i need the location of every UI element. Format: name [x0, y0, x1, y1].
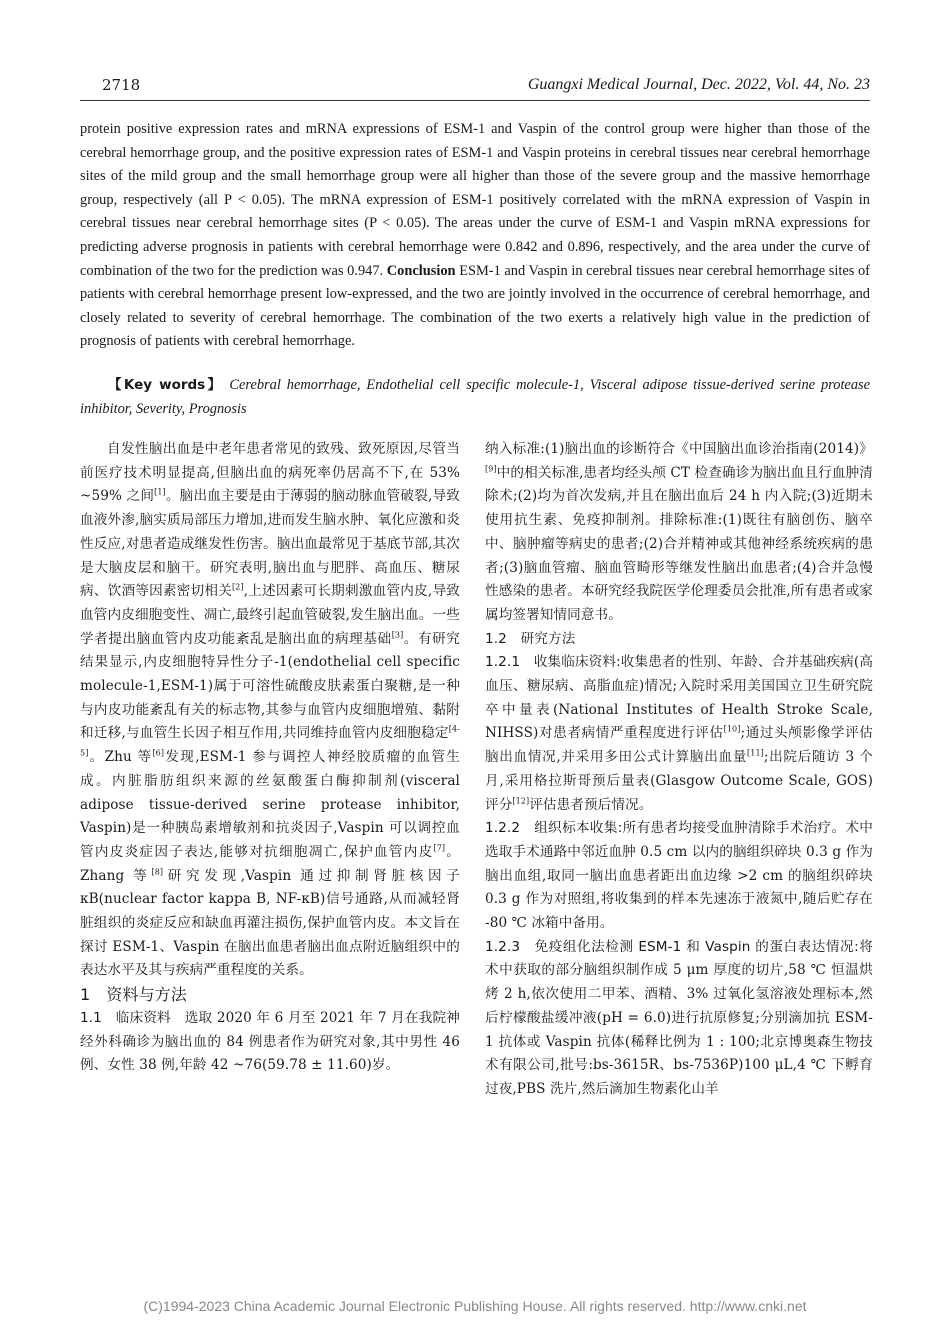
running-header: [80, 76, 870, 102]
ref-4: [4-5]: [80, 724, 460, 758]
subsection-1-2-3-text: 将术中获取的部分脑组织制作成 5 μm 厚度的切片,58 ℃ 恒温烘烤 2 h,依次使用二甲苯、酒精、3% 过氧化氢溶液处理标本,然后柠檬酸盐缓冲液(pH = 6.0)进行抗原修复;分别滴加抗 ESM-1 抗体或 Vaspin 抗体(稀释比例为 1 : 100;北京博奥森生物技术有限公司,批号:bs-3615R、bs-7536P)100 μL,4 ℃ 下孵育过夜,PBS 洗片,然后滴加生物素化山羊: [485, 938, 873, 1097]
ref-5: [6]: [152, 748, 165, 758]
keywords-text: Cerebral hemorrhage, Endothelial cell specific molecule-1, Visceral adipose tissue-derived serine protease inhibitor, Severity, Prognosis: [80, 377, 871, 417]
criteria-text-2: 中的相关标准,患者均经头颅 CT 检查确诊为脑出血且行血肿清除术;(2)均为首次发病,并且在脑出血后 24 h 内入院;(3)近期未使用抗生素、免疫抑制剂。排除标准:(1)既往有脑创伤、脑卒中、脑肿瘤等病史的患者;(2)合并精神或其他神经系统疾病的患者;(3)脑血管瘤、脑血管畸形等继发性脑出血患者;(4)合并急慢性感染的患者。本研究经我院医学伦理委员会批准,所有患者或家属均签署知情同意书。: [485, 464, 873, 623]
intro-text-3: ,上述因素可长期刺激血管内皮,导致血管内皮细胞变性、凋亡,最终引起血管破裂,发生脑出血。一些学者提出脑血管内皮功能紊乱是脑出血的病理基础: [80, 583, 460, 647]
subsection-1-1-text: 选取 2020 年 6 月至 2021 年 7 月在我院神经外科确诊为脑出血的 84 例患者作为研究对象,其中男性 46 例、女性 38 例,年龄 42 ~76(59.78 ± 11.60)岁。: [80, 1009, 460, 1074]
section-heading-1: 1 资料与方法: [80, 985, 187, 1005]
ref-11: [11]: [747, 748, 764, 758]
intro-text-5: 。Zhu 等: [88, 749, 153, 766]
copyright-footer: (C)1994-2023 China Academic Journal Electronic Publishing House. All rights reserved. http://www.cnki.net: [143, 1298, 807, 1314]
subsection-1-2-2-text: 所有患者均接受血肿清除手术治疗。术中选取手术通路中邻近血肿 0.5 cm 以内的脑组织碎块 0.3 g 作为脑出血组,取同一脑出血患者距出血边缘 >2 cm 的脑组织碎块 0.3 g 作为对照组,将收集到的样本先速冻于液氮中,随后贮存在 -80 ℃ 冰箱中备用。: [485, 820, 873, 932]
subsection-1-2-1-text-c: ;出院后随访 3 个月,采用格拉斯哥预后量表(Glasgow Outcome Scale, GOS)评分: [485, 749, 873, 813]
subsection-1-2-1: [485, 651, 873, 817]
journal-citation: Guangxi Medical Journal, Dec. 2022, Vol. 44, No. 23: [527, 76, 870, 93]
ref-2: [2]: [232, 582, 244, 592]
ref-10: [10]: [723, 724, 741, 734]
ref-3: [3]: [391, 630, 404, 640]
subsection-1-2-1-label: 1.2.1 收集临床资料:: [485, 654, 621, 671]
ref-1: [1]: [154, 487, 166, 497]
ref-12: [12]: [512, 796, 530, 806]
keywords-label: 【Key words】: [108, 377, 224, 393]
abstract-conclusion-text: ESM-1 and Vaspin in cerebral tissues near cerebral hemorrhage sites of patients with cerebral hemorrhage present low-expressed, and the two are jointly involved in the occurrence of cerebral hemorrhage, and closely related to severity of cerebral hemorrhage. The combination of the two exerts a relatively high value in the prediction of prognosis of patients with cerebral hemorrhage.: [80, 262, 870, 350]
subsection-1-2-2-label: 1.2.2 组织标本收集:: [485, 820, 623, 837]
abstract-continuation: [80, 118, 870, 354]
ref-6: [7]: [433, 843, 446, 853]
ref-9: [9]: [485, 464, 497, 474]
subsection-1-2-1-text-b: ;通过头颅影像学评估脑出血情况,并采用多田公式计算脑出血量: [485, 725, 873, 766]
intro-text-4: 。有研究结果显示,内皮细胞特异性分子-1(endothelial cell specific molecule-1,ESM-1)属于可溶性硫酸皮肤素蛋白聚糖,是一种与内皮功能紊乱有关的标志物,其参与血管内皮细胞增殖、黏附和迁移,与血管生长因子相互作用,共同维持血管内皮细胞稳定: [80, 630, 460, 742]
intro-text-1: 自发性脑出血是中老年患者常见的致残、致死原因,尽管当前医疗技术明显提高,但脑出血的病死率仍居高不下,在 53% ~59% 之间: [80, 441, 460, 505]
intro-text-8: 研究发现,Vaspin 通过抑制肾脏核因子 κB(nuclear factor kappa B, NF-κB)信号通路,从而减轻肾脏组织的炎症反应和缺血再灌注损伤,保护血管内皮。本文旨在探讨 ESM-1、Vaspin 在脑出血患者脑出血点附近脑组织中的表达水平及其与疾病严重程度的关系。: [80, 867, 460, 979]
left-column: [80, 438, 460, 1078]
conclusion-label: Conclusion: [386, 262, 456, 279]
header-rule: [80, 100, 870, 101]
criteria-paragraph: [485, 438, 873, 628]
right-column: [485, 438, 873, 1102]
intro-text-6: 发现,ESM-1 参与调控人神经胶质瘤的血管生成。内脏脂肪组织来源的丝氨酸蛋白酶抑制剂(visceral adipose tissue-derived serine protease inhibitor, Vaspin)是一种胰岛素增敏剂和抗炎因子,Vaspin 可以调控血管内皮炎症因子表达,能够对抗细胞凋亡,保护血管内皮: [80, 749, 460, 860]
subsection-1-2-1-text-a: 收集患者的性别、年龄、合并基础疾病(高血压、糖尿病、高脂血症)情况;入院时采用美国国立卫生研究院卒中量表(National Institutes of Health Stroke Scale, NIHSS)对患者病情严重程度进行评估: [485, 654, 874, 742]
subsection-1-2-3-label: 1.2.3 免疫组化法检测 ESM-1 和 Vaspin 的蛋白表达情况:: [485, 938, 859, 955]
criteria-text-1: 纳入标准:(1)脑出血的诊断符合《中国脑出血诊治指南(2014)》: [485, 441, 873, 457]
keywords: [80, 374, 870, 421]
intro-text-2: 。脑出血主要是由于薄弱的脑动脉血管破裂,导致血液外渗,脑实质局部压力增加,进而发生脑水肿、氧化应激和炎性反应,对患者造成继发性伤害。脑出血最常见于基底节部,其次是大脑皮层和脑干。研究表明,脑出血与肥胖、高血压、糖尿病、饮酒等因素密切相关: [80, 488, 460, 600]
abstract-results-text: protein positive expression rates and mRNA expressions of ESM-1 and Vaspin of the control group were higher than those of the cerebral hemorrhage group, and the positive expression rates of ESM-1 and Vaspin proteins in cerebral tissues near cerebral hemorrhage sites of the mild group and the small hemorrhage group were all higher than those of the severe group and the massive hemorrhage group, respectively (all P < 0.05). The mRNA expression of ESM-1 positively correlated with the mRNA expression of Vaspin in cerebral tissues near cerebral hemorrhage sites (P < 0.05). The areas under the curve of ESM-1 and Vaspin mRNA expressions for predicting adverse prognosis in patients with cerebral hemorrhage were 0.842 and 0.896, respectively, and the area under the curve of combination of the two for the prediction was 0.947.: [80, 121, 870, 279]
intro-text-7: 。Zhang 等: [80, 843, 460, 884]
subsection-1-2-1-text-d: 评估患者预后情况。: [529, 796, 653, 813]
subsection-1-2-2: [485, 817, 873, 936]
page-number: 2718: [102, 76, 141, 94]
subsection-1-1: [80, 1007, 460, 1078]
subsection-1-2-3: [485, 936, 873, 1102]
subsection-1-1-label: 1.1 临床资料: [80, 1009, 171, 1026]
intro-paragraph: [80, 438, 460, 983]
ref-7: [8]: [151, 867, 164, 877]
subsection-1-2: 1.2 研究方法: [485, 630, 576, 647]
